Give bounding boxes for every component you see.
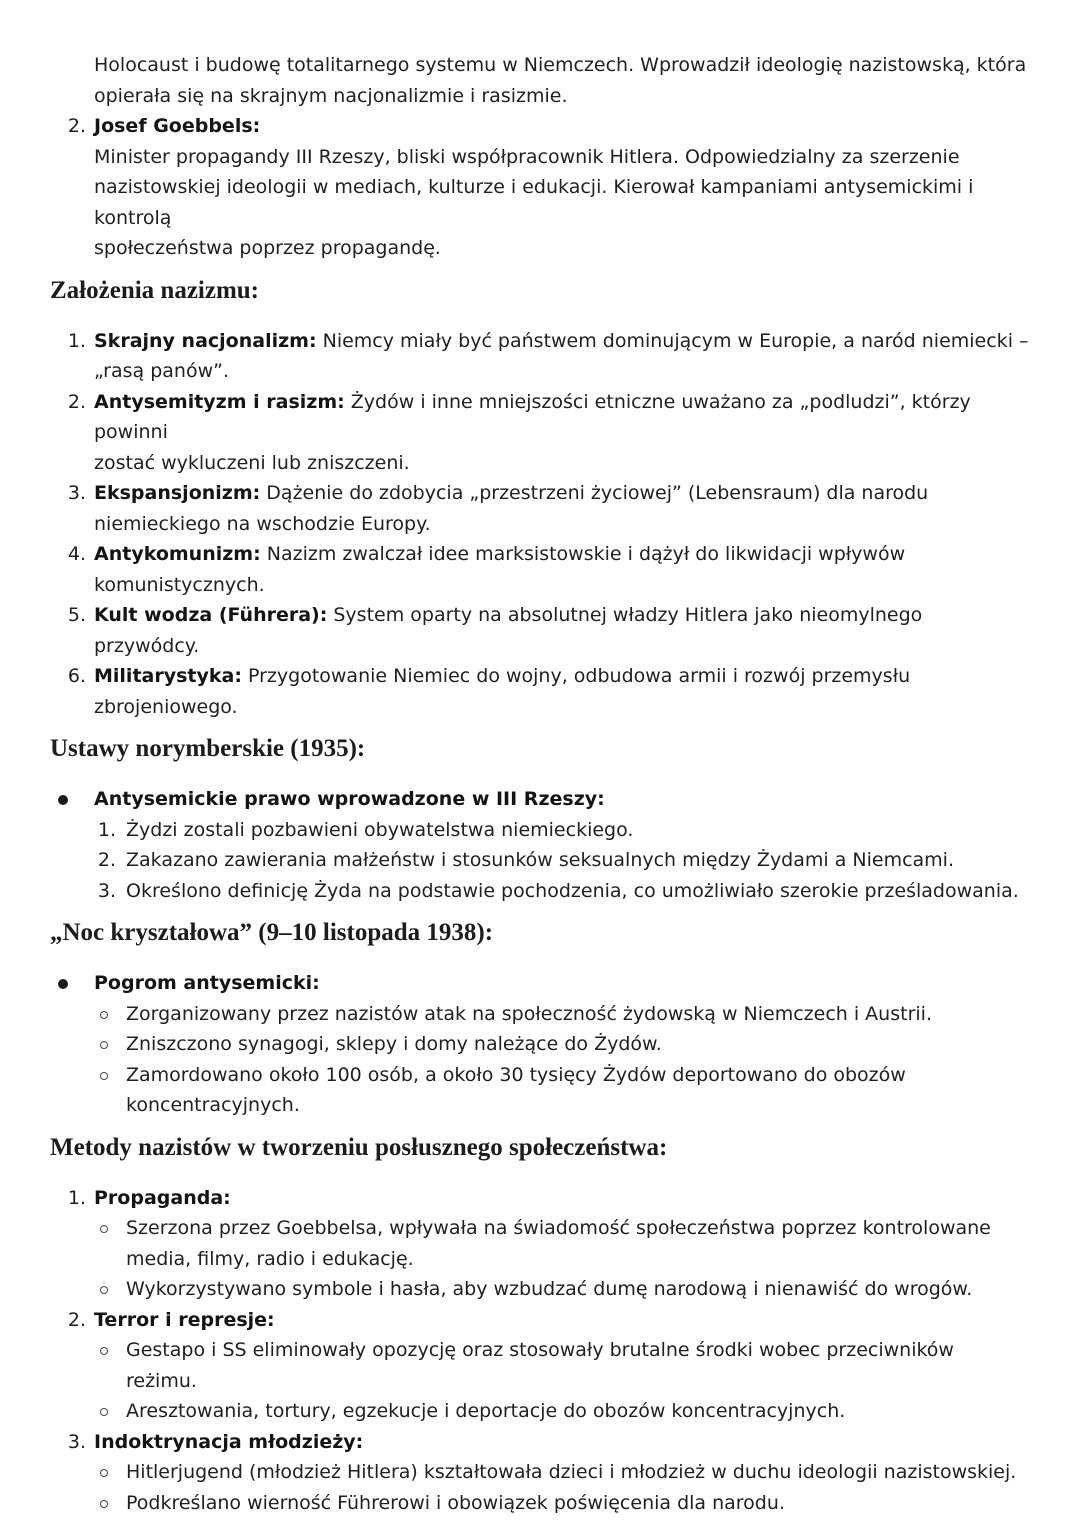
- goebbels-name: Josef Goebbels:: [94, 115, 261, 137]
- intro-paragraph: [50, 50, 1030, 111]
- metody-group-indoktrynacja: [50, 1427, 1030, 1458]
- circle-bullet-icon: [100, 1286, 108, 1294]
- circle-bullet-icon: [100, 1011, 108, 1019]
- item-number: 3.: [97, 879, 116, 902]
- goebbels-line-2: nazistowskiej ideologii w mediach, kulturze i edukacji. Kierował kampaniami antysemickimi i kontrolą: [94, 176, 974, 229]
- group-term: Terror i represje:: [94, 1308, 275, 1331]
- circle-bullet-icon: [100, 1041, 108, 1049]
- metody-propaganda-item-1: [50, 1213, 1030, 1274]
- item-text: System oparty na absolutnej władzy Hitlera jako nieomylnego przywódcy.: [94, 604, 923, 657]
- bullet-title: Pogrom antysemicki:: [94, 972, 320, 994]
- goebbels-line-1: Minister propagandy III Rzeszy, bliski współpracownik Hitlera. Odpowiedzialny za szerzenie: [94, 145, 960, 168]
- group-term: Propaganda:: [94, 1186, 231, 1209]
- zalozenia-list: [50, 326, 1030, 723]
- intro-line-1: Holocaust i budowę totalitarnego systemu w Niemczech. Wprowadził ideologię nazistowską, która: [94, 54, 1027, 76]
- ustawy-bullet: [50, 784, 1030, 815]
- noc-item-2: [50, 1029, 1030, 1060]
- intro-line-2: opierała się na skrajnym nacjonalizmie i rasizmie.: [94, 84, 568, 107]
- metody-propaganda-item-2: [50, 1274, 1030, 1305]
- zalozenia-item-6: [50, 661, 1030, 722]
- item-number: 6.: [67, 665, 86, 687]
- item-number: 2.: [67, 1308, 86, 1331]
- noc-item-3: [50, 1060, 1030, 1121]
- item-text: Wykorzystywano symbole i hasła, aby wzbudzać dumę narodową i nienawiść do wrogów.: [126, 1278, 973, 1300]
- ustawy-item-1: [50, 815, 1030, 846]
- item-text: Przygotowanie Niemiec do wojny, odbudowa armii i rozwój przemysłu: [241, 665, 911, 687]
- metody-group-terror: [50, 1305, 1030, 1336]
- item-text: Zamordowano około 100 osób, a około 30 tysięcy Żydów deportowano do obozów: [126, 1063, 906, 1086]
- item-text-cont: zostać wykluczeni lub zniszczeni.: [94, 451, 410, 474]
- metody-terror-item-1: [50, 1335, 1030, 1396]
- item-number: 1.: [97, 818, 116, 841]
- item-term: Antykomunizm:: [94, 543, 261, 565]
- heading-zalozenia: Założenia nazizmu:: [50, 276, 260, 304]
- item-text: Zorganizowany przez nazistów atak na społeczność żydowską w Niemczech i Austrii.: [126, 1002, 932, 1025]
- metody-terror-item-2: [50, 1396, 1030, 1427]
- item-term: Militarystyka:: [94, 665, 242, 687]
- item-term: Antysemityzm i rasizm:: [94, 390, 345, 413]
- ustawy-item-3: [50, 876, 1030, 907]
- item-text-cont: „rasą panów”.: [94, 360, 229, 382]
- item-number: 3.: [67, 1430, 86, 1453]
- item-text-cont: zbrojeniowego.: [94, 695, 238, 718]
- heading-metody: Metody nazistów w tworzeniu posłusznego społeczeństwa:: [50, 1133, 668, 1161]
- item-number: 1.: [67, 329, 86, 352]
- circle-bullet-icon: [100, 1225, 108, 1233]
- item-number: 4.: [67, 543, 86, 565]
- item-number: 2.: [97, 849, 116, 871]
- metody-indoktrynacja-item-2: [50, 1488, 1030, 1519]
- zalozenia-item-4: [50, 539, 1030, 600]
- circle-bullet-icon: [100, 1347, 108, 1355]
- item-text: Szerzona przez Goebbelsa, wpływała na świadomość społeczeństwa poprzez kontrolowane: [126, 1217, 991, 1239]
- item-text: Zakazano zawierania małżeństw i stosunków seksualnych między Żydami a Niemcami.: [126, 849, 955, 871]
- zalozenia-item-2: [50, 387, 1030, 479]
- item-number: 3.: [67, 482, 86, 504]
- item-text-cont: koncentracyjnych.: [126, 1094, 300, 1116]
- bullet-dot-icon: [58, 979, 68, 989]
- item-number: 5.: [67, 604, 86, 626]
- item-text: Żydzi zostali pozbawieni obywatelstwa niemieckiego.: [126, 818, 634, 841]
- item-text-cont: media, filmy, radio i edukację.: [126, 1247, 414, 1270]
- item-text-cont: niemieckiego na wschodzie Europy.: [94, 512, 431, 535]
- item-term: Kult wodza (Führera):: [94, 604, 328, 626]
- heading-noc-krysztalowa: „Noc kryształowa” (9–10 listopada 1938):: [50, 919, 494, 946]
- metody-indoktrynacja-item-1: [50, 1457, 1030, 1488]
- item-text: Dążenie do zdobycia „przestrzeni życiowej” (Lebensraum) dla narodu: [260, 482, 929, 504]
- circle-bullet-icon: [100, 1072, 108, 1080]
- circle-bullet-icon: [100, 1500, 108, 1508]
- zalozenia-item-3: [50, 478, 1030, 539]
- circle-bullet-icon: [100, 1408, 108, 1416]
- heading-ustawy: Ustawy norymberskie (1935):: [50, 735, 366, 762]
- circle-bullet-icon: [100, 1469, 108, 1477]
- item-term: Ekspansjonizm:: [94, 482, 261, 504]
- item-text: Niemcy miały być państwem dominującym w Europie, a naród niemiecki –: [316, 329, 1029, 352]
- item-number: 1.: [67, 1186, 86, 1209]
- goebbels-number: 2.: [67, 115, 86, 137]
- item-text-cont: komunistycznych.: [94, 573, 265, 596]
- noc-item-1: [50, 999, 1030, 1030]
- goebbels-line-3: społeczeństwa poprzez propagandę.: [94, 237, 441, 259]
- goebbels-item: [50, 111, 1030, 264]
- item-term: Skrajny nacjonalizm:: [94, 329, 317, 352]
- group-term: Indoktrynacja młodzieży:: [94, 1430, 364, 1453]
- bullet-title: Antysemickie prawo wprowadzone w III Rzeszy:: [94, 788, 605, 810]
- item-text: Gestapo i SS eliminowały opozycję oraz stosowały brutalne środki wobec przeciwników reżimu.: [126, 1339, 954, 1392]
- zalozenia-item-5: [50, 600, 1030, 661]
- item-text: Żydów i inne mniejszości etniczne uważano za „podludzi”, którzy powinni: [94, 390, 971, 443]
- metody-group-propaganda: [50, 1183, 1030, 1214]
- zalozenia-item-1: [50, 326, 1030, 387]
- item-text: Określono definicję Żyda na podstawie pochodzenia, co umożliwiało szerokie prześladowania.: [126, 879, 1019, 902]
- item-text: Zniszczono synagogi, sklepy i domy należące do Żydów.: [126, 1033, 662, 1055]
- item-number: 2.: [67, 390, 86, 413]
- ustawy-item-2: [50, 845, 1030, 876]
- item-text: Aresztowania, tortury, egzekucje i deportacje do obozów koncentracyjnych.: [126, 1400, 846, 1422]
- item-text: Podkreślano wierność Führerowi i obowiązek poświęcenia dla narodu.: [126, 1491, 785, 1514]
- item-text: Hitlerjugend (młodzież Hitlera) kształtowała dzieci i młodzież w duchu ideologii nazistowskiej.: [126, 1461, 1017, 1483]
- bullet-dot-icon: [58, 795, 68, 805]
- item-text: Nazizm zwalczał idee marksistowskie i dążył do likwidacji wpływów: [260, 543, 906, 565]
- noc-bullet: [50, 968, 1030, 999]
